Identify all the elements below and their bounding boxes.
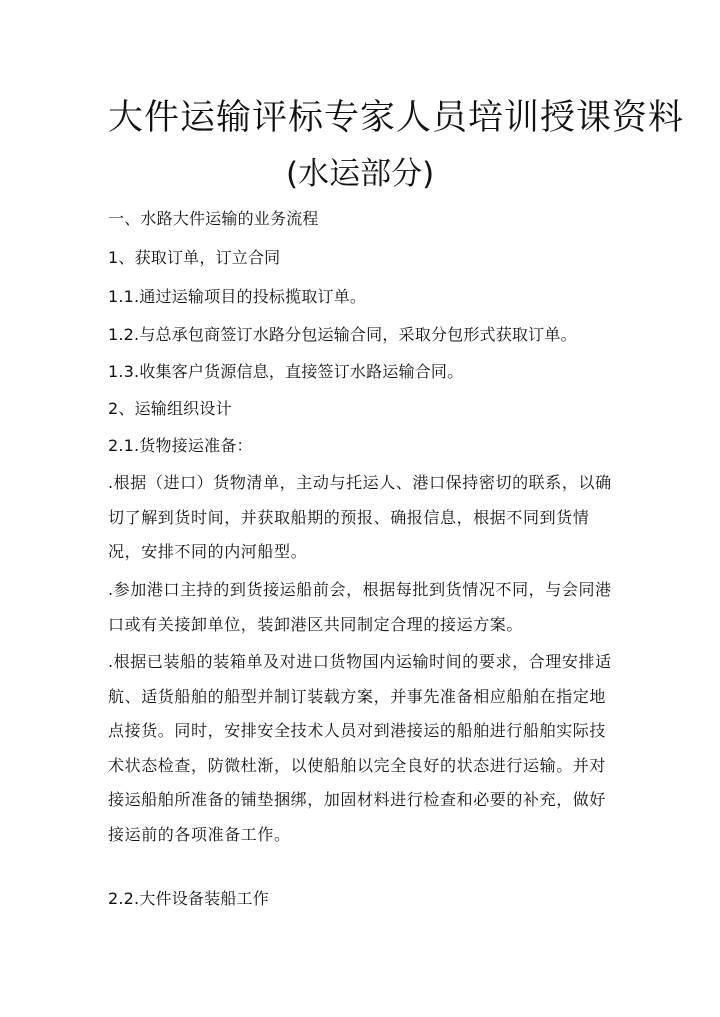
- item-heading-2: 2、运输组织设计: [108, 399, 232, 418]
- paragraph-2: .参加港口主持的到货接运船前会，根据每批到货情况不同，与会同港口或有关接卸单位，装卸港区共同制定合理的接运方案。: [108, 580, 612, 634]
- document-subtitle: (水运部分): [286, 156, 435, 192]
- item-1-3: 1.3.收集客户货源信息，直接签订水路运输合同。: [108, 362, 464, 381]
- item-1-1: 1.1.通过运输项目的投标揽取订单。: [108, 287, 367, 306]
- item-2-1: 2.1.货物接运准备：: [108, 436, 253, 455]
- item-1-2: 1.2.与总承包商签订水路分包运输合同，采取分包形式获取订单。: [108, 325, 577, 344]
- paragraph-1: .根据（进口）货物清单，主动与托运人、港口保持密切的联系，以确切了解到货时间，并获取船期的预报、确报信息，根据不同到货情况，安排不同的内河船型。: [108, 473, 612, 561]
- paragraph-3: .根据已装船的装箱单及对进口货物国内运输时间的要求，合理安排适航、适货船舶的船型并制订装载方案，并事先准备相应船舶在指定地点接货。同时，安排安全技术人员对到港接运的船舶进行船舶实际技术状态检查，防微杜渐，以使船舶以完全良好的状态进行运输。并对接运船舶所准备的铺垫捆绑，加固材料进行检查和必要的补充，做好接运前的各项准备工作。: [108, 652, 612, 844]
- section-heading-1: 一、水路大件运输的业务流程: [108, 209, 319, 228]
- item-heading-1: 1、获取订单，订立合同: [108, 248, 281, 267]
- item-2-2: 2.2.大件设备装船工作: [108, 889, 269, 908]
- document-title: 大件运输评标专家人员培训授课资料: [108, 98, 685, 138]
